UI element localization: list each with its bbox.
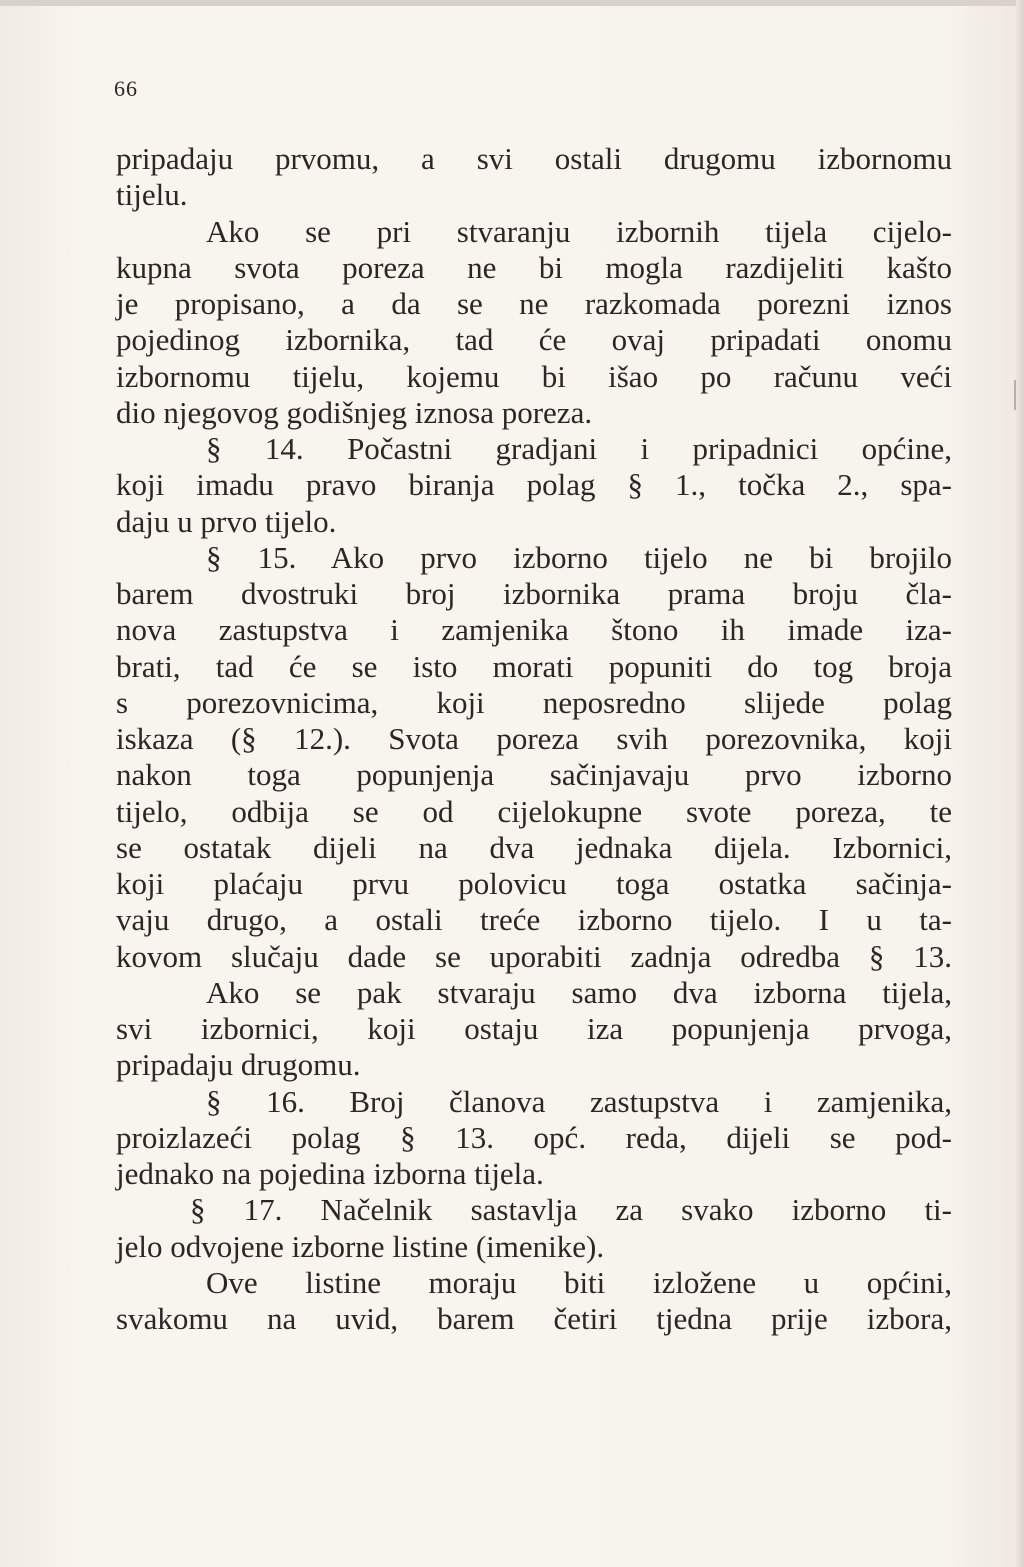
text-line: jednako na pojedina izborna tijela. (116, 1156, 544, 1191)
text-line: pripadaju prvomu, a svi ostali drugomu izbornomu (116, 141, 952, 176)
text-line: tijelu. (116, 177, 188, 213)
text-line: nova zastupstva i zamjenika štono ih imade iza- (116, 612, 952, 648)
text-line: svi izbornici, koji ostaju iza popunjenja prvoga, (116, 1011, 952, 1046)
text-line: brati, tad će se isto morati popuniti do tog broja (116, 648, 952, 684)
page-right-edge (1016, 0, 1024, 1567)
text-line: barem dvostruki broj izbornika prama broju čla- (116, 576, 952, 611)
text-line: izbornomu tijelu, kojemu bi išao po računu veći (116, 358, 952, 394)
text-line: Ove listine moraju biti izložene u općini, (206, 1264, 952, 1300)
text-line: nakon toga popunjenja sačinjavaju prvo izborno (116, 757, 952, 793)
text-line: tijelo, odbija se od cijelokupne svote poreza, te (116, 793, 952, 829)
text-line: pojedinog izbornika, tad će ovaj pripadati onomu (116, 322, 952, 358)
text-line: Ako se pak stvaraju samo dva izborna tijela, (206, 974, 952, 1010)
text-line: jelo odvojene izborne listine (imenike). (116, 1228, 605, 1264)
text-line: s porezovnicima, koji neposredno slijede polag (116, 684, 952, 720)
text-line: § 15. Ako prvo izborno tijelo ne bi brojilo (206, 539, 952, 575)
text-line: proizlazeći polag § 13. opć. reda, dijeli se pod- (116, 1119, 952, 1155)
page-top-edge (0, 0, 1024, 6)
text-line: dio njegovog godišnjeg iznosa poreza. (116, 394, 593, 430)
text-line: kovom slučaju dade se uporabiti zadnja odredba § 13. (116, 938, 952, 974)
text-line: svakomu na uvid, barem četiri tjedna prije izbora, (116, 1301, 952, 1336)
text-line: koji plaćaju prvu polovicu toga ostatka sačinja- (116, 866, 952, 901)
text-line: § 14. Počastni gradjani i pripadnici općine, (206, 431, 952, 466)
binding-mark (1014, 380, 1016, 410)
page-text (116, 141, 952, 1337)
text-line: iskaza (§ 12.). Svota poreza svih porezovnika, koji (116, 721, 952, 756)
page-number: 66 (114, 76, 138, 101)
text-line: Ako se pri stvaranju izbornih tijela cijelo- (206, 213, 952, 249)
text-line: vaju drugo, a ostali treće izborno tijelo. I u ta- (116, 902, 952, 938)
text-line: je propisano, a da se ne razkomada porezni iznos (116, 286, 952, 321)
text-line: koji imadu pravo biranja polag § 1., točka 2., spa- (116, 467, 952, 503)
text-line: § 16. Broj članova zastupstva i zamjenika, (206, 1083, 952, 1119)
text-line: daju u prvo tijelo. (116, 503, 337, 539)
text-line: kupna svota poreza ne bi mogla razdijeliti kašto (116, 249, 952, 285)
text-line: pripadaju drugomu. (116, 1047, 361, 1083)
text-line: se ostatak dijeli na dva jednaka dijela. Izbornici, (116, 829, 952, 865)
text-line: § 17. Načelnik sastavlja za svako izborno ti- (190, 1192, 952, 1228)
